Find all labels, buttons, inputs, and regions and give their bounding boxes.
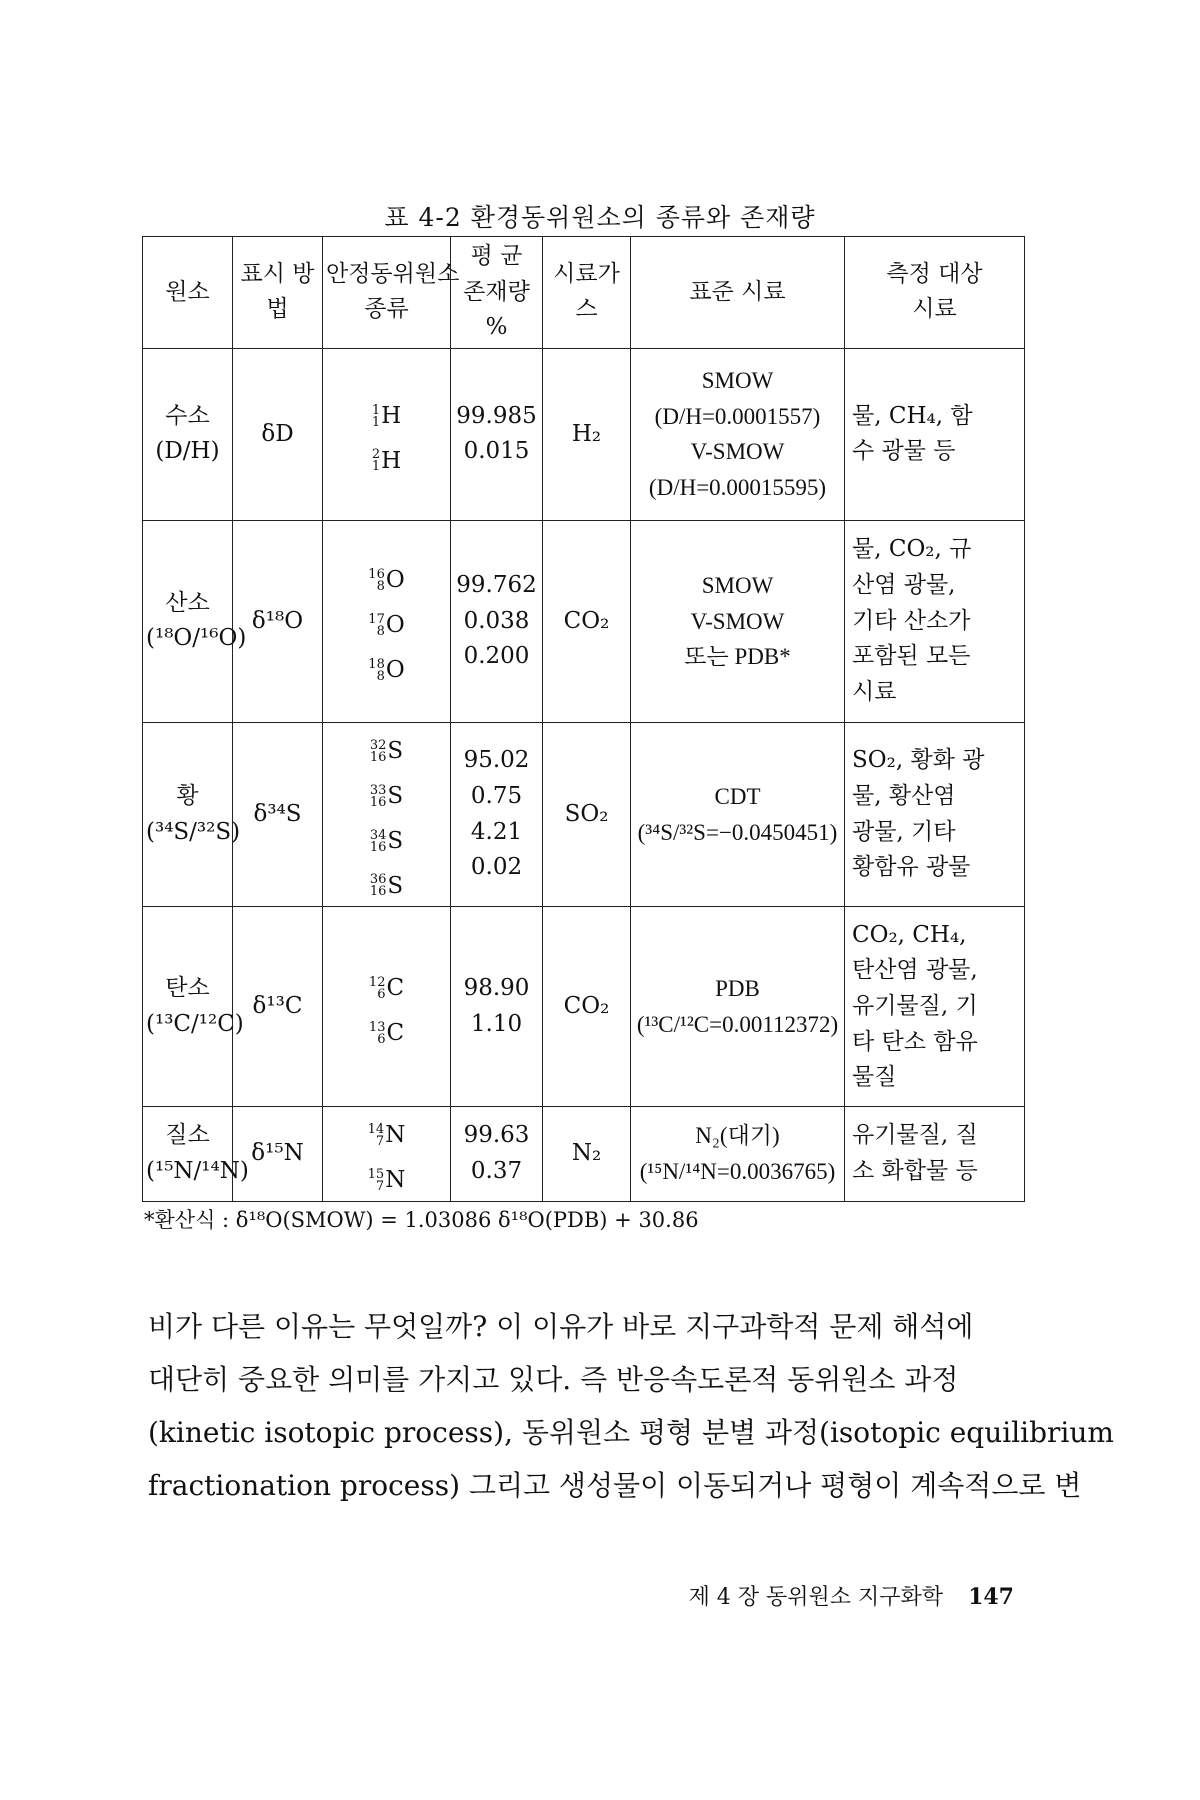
cell-notation: δ³⁴S (233, 722, 323, 906)
table-header-row (143, 237, 1025, 349)
cell-abundance: 99.63 0.37 (451, 1107, 543, 1202)
table-caption: 표 4-2 환경동위원소의 종류와 존재량 (384, 203, 816, 232)
cell-isotopes (323, 1107, 451, 1202)
cell-gas: SO₂ (543, 722, 631, 906)
header-notation: 표시 방법 (233, 237, 323, 349)
header-standard: 표준 시료 (631, 237, 845, 349)
header-abundance: 평 균 존재량 % (451, 237, 543, 349)
cell-element: 질소 (¹⁵N/¹⁴N) (143, 1107, 233, 1202)
table-footnote: *환산식 : δ¹⁸O(SMOW) = 1.03086 δ¹⁸O(PDB) + 30.86 (144, 1208, 699, 1232)
cell-element: 수소 (D/H) (143, 348, 233, 520)
header-target: 측정 대상 시료 (845, 237, 1025, 349)
cell-standard: SMOW V-SMOW 또는 PDB* (631, 520, 845, 722)
nuclide: 13 6 C (368, 1019, 405, 1047)
nuclide: 14 7 N (367, 1122, 406, 1150)
cell-standard: SMOW (D/H=0.0001557) V-SMOW (D/H=0.00015595) (631, 348, 845, 520)
body-line: 비가 다른 이유는 무엇일까? 이 이유가 바로 지구과학적 문제 해석에 (148, 1310, 974, 1343)
cell-isotopes (323, 348, 451, 520)
cell-target: 물, CH₄, 함 수 광물 등 (845, 348, 1025, 520)
cell-standard: N₂(대기) (¹⁵N/¹⁴N=0.0036765) (631, 1107, 845, 1202)
cell-target: 유기물질, 질 소 화합물 등 (845, 1107, 1025, 1202)
cell-gas: N₂ (543, 1107, 631, 1202)
nuclide: 12 6 C (368, 974, 405, 1002)
nuclide: 16 8 O (368, 567, 405, 595)
chapter-title: 제 4 장 동위원소 지구화학 (688, 1585, 944, 1610)
cell-target: CO₂, CH₄, 탄산염 광물, 유기물질, 기 타 탄소 함유 물질 (845, 907, 1025, 1107)
nuclide: 2 1 H (371, 447, 402, 475)
cell-target: SO₂, 황화 광 물, 황산염 광물, 기타 황함유 광물 (845, 722, 1025, 906)
nuclide: 18 8 O (368, 656, 405, 684)
cell-isotopes (323, 520, 451, 722)
header-element: 원소 (143, 237, 233, 349)
cell-element: 황 (³⁴S/³²S) (143, 722, 233, 906)
header-sample-gas: 시료가스 (543, 237, 631, 349)
cell-element: 탄소 (¹³C/¹²C) (143, 907, 233, 1107)
cell-gas: H₂ (543, 348, 631, 520)
body-paragraph (148, 1300, 1114, 1512)
body-line: (kinetic isotopic process), 동위원소 평형 분별 과정(isotopic equilibrium (148, 1416, 1114, 1449)
isotope-table (142, 236, 1025, 1202)
cell-standard: CDT (³⁴S/³²S=−0.0450451) (631, 722, 845, 906)
table-row-hydrogen (143, 348, 1025, 520)
nuclide: 33 16 S (369, 782, 404, 810)
nuclide: 36 16 S (369, 872, 404, 900)
cell-standard: PDB (¹³C/¹²C=0.00112372) (631, 907, 845, 1107)
cell-notation: δD (233, 348, 323, 520)
table-row-nitrogen (143, 1107, 1025, 1202)
body-line: 대단히 중요한 의미를 가지고 있다. 즉 반응속도론적 동위원소 과정 (148, 1363, 959, 1396)
cell-notation: δ¹⁸O (233, 520, 323, 722)
nuclide: 15 7 N (367, 1167, 406, 1195)
table-row-oxygen (143, 520, 1025, 722)
nuclide: 17 8 O (368, 612, 405, 639)
cell-gas: CO₂ (543, 520, 631, 722)
cell-notation: δ¹³C (233, 907, 323, 1107)
nuclide: 34 16 S (369, 827, 404, 855)
cell-abundance: 99.762 0.038 0.200 (451, 520, 543, 722)
body-line: fractionation process) 그리고 생성물이 이동되거나 평형이 계속적으로 변 (148, 1469, 1082, 1502)
cell-notation: δ¹⁵N (233, 1107, 323, 1202)
cell-abundance: 99.985 0.015 (451, 348, 543, 520)
table-row-carbon (143, 907, 1025, 1107)
cell-abundance: 98.90 1.10 (451, 907, 543, 1107)
cell-abundance: 95.02 0.75 4.21 0.02 (451, 722, 543, 906)
cell-element: 산소 (¹⁸O/¹⁶O) (143, 520, 233, 722)
header-stable-isotopes: 안정동위원소 종류 (323, 237, 451, 349)
page-footer (689, 1580, 1014, 1611)
cell-gas: CO₂ (543, 907, 631, 1107)
table-row-sulfur (143, 722, 1025, 906)
cell-isotopes (323, 722, 451, 906)
page-number: 147 (968, 1584, 1014, 1610)
nuclide: 1 1 H (371, 402, 402, 430)
nuclide: 32 16 S (369, 737, 404, 765)
cell-target: 물, CO₂, 규 산염 광물, 기타 산소가 포함된 모든 시료 (845, 520, 1025, 722)
cell-isotopes (323, 907, 451, 1107)
